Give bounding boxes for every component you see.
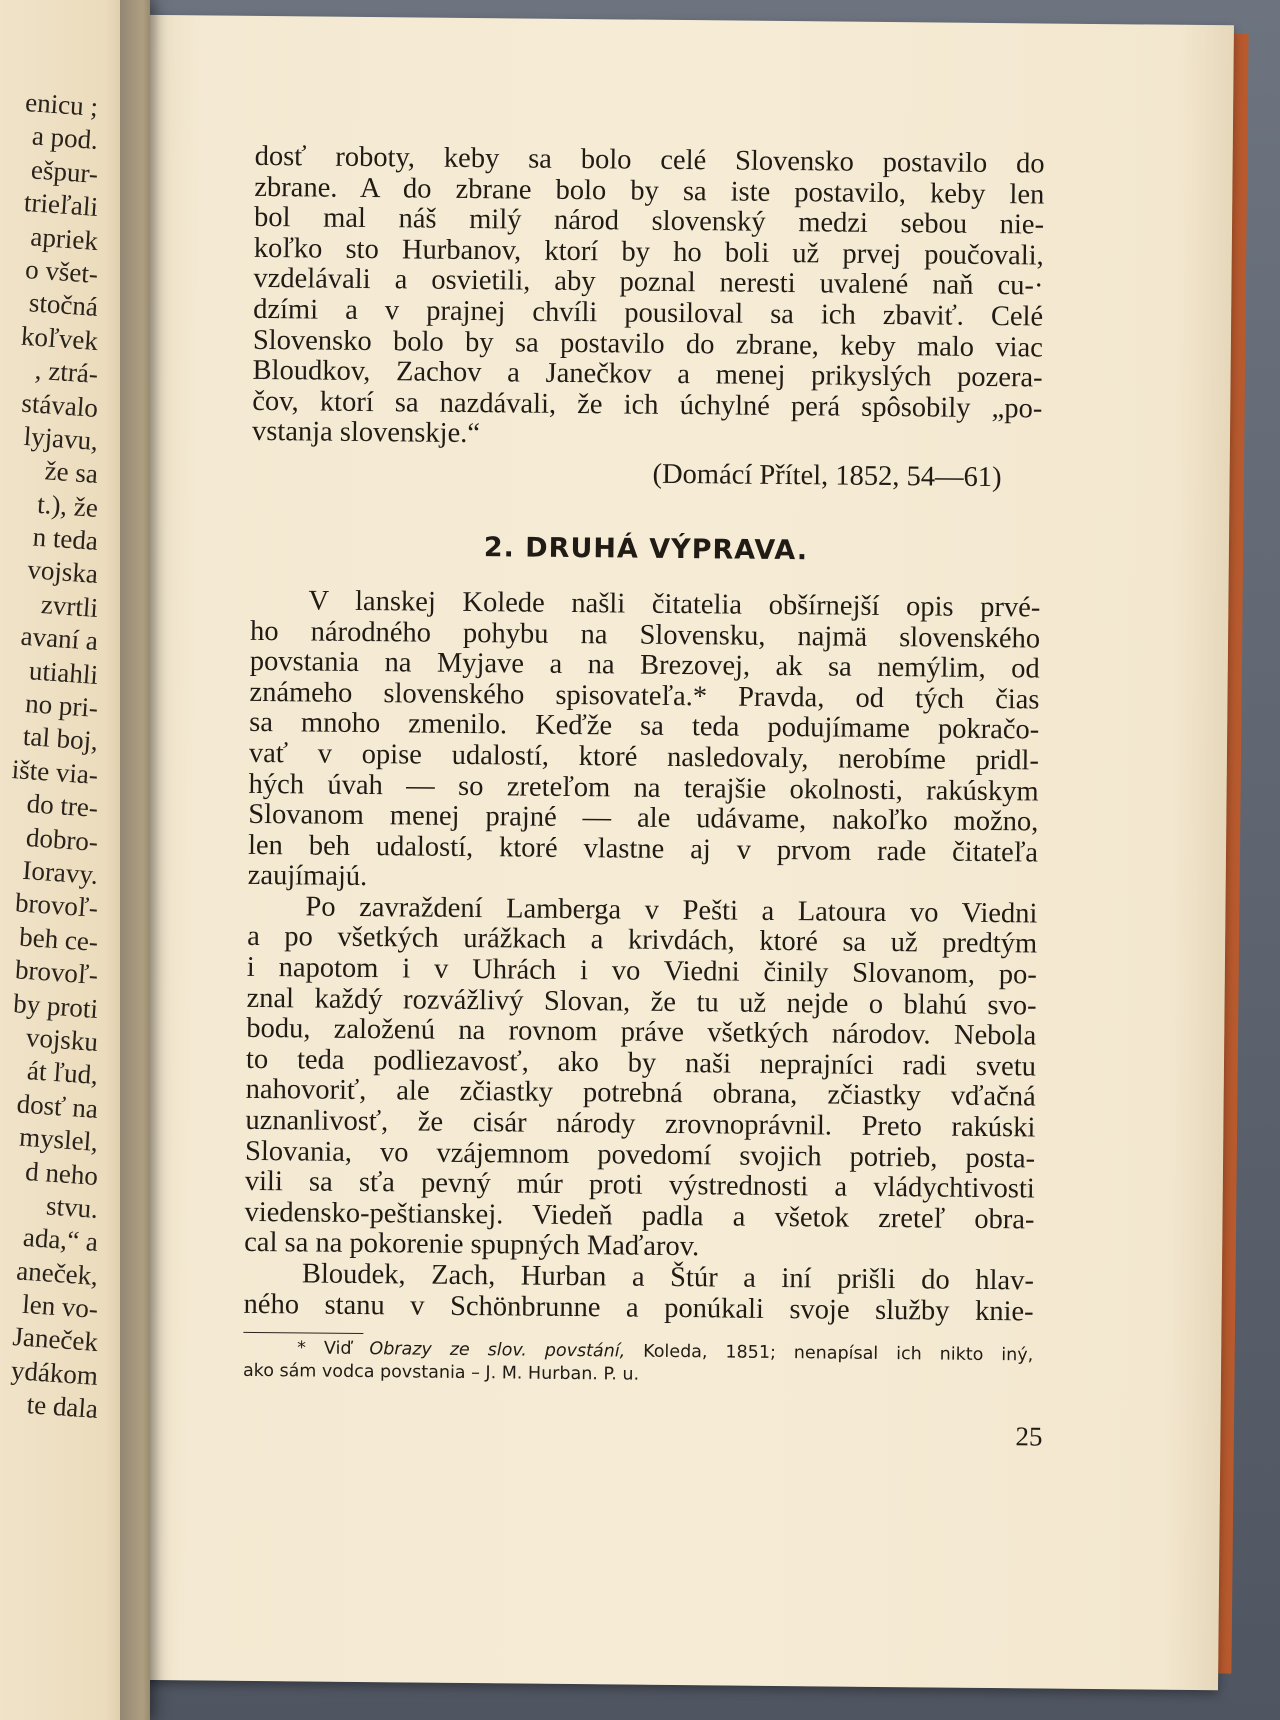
quote-line: bol mal náš milý národ slovenský medzi sebou nie- [253, 202, 1045, 241]
paragraph-2 [244, 892, 1037, 1267]
left-page-line: ada,“ a [22, 1222, 99, 1258]
paragraph-line: Bloudek, Zach, Hurban a Štúr a iní prišli do hlav- [301, 1258, 1035, 1297]
left-page-line: t.), že [36, 488, 99, 523]
left-page-line: stvu. [45, 1190, 99, 1224]
left-page-line: dobro- [25, 821, 99, 857]
paragraph-line: Slovania, vo vzájemnom povedomí svojich potrieb, posta- [244, 1135, 1036, 1175]
left-page [0, 0, 150, 1720]
citation: (Domácí Přítel, 1852, 54—61) [652, 458, 1002, 494]
footnote-source: Koleda, 1851; nenapísal ich nikto iný, [643, 1341, 1034, 1366]
left-page-line: no pri- [24, 688, 99, 724]
left-page-line: stočná [28, 287, 99, 323]
left-page-line: brovoľ- [14, 954, 99, 991]
left-page-line: ydákom [10, 1354, 99, 1391]
left-page-line: Ioravy. [21, 854, 99, 890]
left-page-line: zvrtli [40, 588, 99, 623]
paragraph-3 [243, 1259, 1034, 1328]
paragraph-line: bodu, založenú na rovnom práve všetkých národov. Nebola [246, 1013, 1037, 1052]
left-page-line: apriek [29, 220, 99, 256]
paragraph-line: vať v opise udalostí, ktoré nasledovaly, nerobíme pridl- [248, 737, 1040, 777]
left-page-line: a pod. [31, 120, 99, 156]
footnote-title: Obrazy ze slov. povstání, [369, 1339, 626, 1362]
left-page-line: d neho [24, 1155, 99, 1191]
left-page-line: tal boj, [22, 721, 99, 757]
left-page-line: trieľali [23, 187, 99, 223]
paragraph-line: ného stanu v Schönbrunne a ponúkali svoje služby knie- [243, 1288, 1034, 1328]
left-page-line: by proti [12, 987, 99, 1024]
paragraph-line: hých úvah — so zreteľom na terajšie okolnosti, rakúskym [248, 768, 1039, 807]
left-page-line: n teda [31, 521, 99, 557]
paragraph-line: viedensko-peštianskej. Viedeň padla a všetok zreteľ obra- [244, 1196, 1035, 1236]
footnote [243, 1337, 1033, 1391]
left-page-line: enicu ; [24, 86, 99, 122]
quote-line: čov, ktorí sa nazdávali, že ich úchylné perá spôsobily „po- [252, 385, 1043, 425]
left-page-line: brovoľ- [14, 887, 99, 924]
footnote-line: ako sám vodca povstania – J. M. Hurban. P. u. [242, 1361, 640, 1385]
left-page-line: stávalo [20, 387, 99, 423]
paragraph-line: nahovoriť, ale zčiastky potrebná obrana, zčiastky vďačná [245, 1074, 1036, 1113]
footnote-rule [243, 1332, 363, 1334]
quote-line: zbrane. A do zbrane bolo by sa iste postavilo, keby len [254, 171, 1045, 211]
paragraph-line: to teda podliezavosť, ako by naši neprajníci radi svetu [245, 1043, 1037, 1083]
left-page-line: beh ce- [18, 921, 99, 957]
quote-line: dosť roboty, keby sa bolo celé Slovensko postavilo do [254, 140, 1045, 180]
section-heading: 2. DRUHÁ VÝPRAVA. [483, 532, 809, 567]
paragraph-line: sa mnoho zmenilo. Keďže sa teda podujímame pokračo- [249, 707, 1040, 746]
left-page-line: utiahli [28, 654, 99, 690]
left-page-line: ište via- [10, 753, 99, 790]
left-page-line: myslel, [18, 1121, 99, 1158]
left-page-line: vojska [26, 554, 99, 590]
paragraph-line: povstania na Myjave a na Brezovej, ak sa nemýlim, od [249, 646, 1040, 685]
paragraph-line: cal sa na pokorenie spupných Maďarov. [244, 1227, 700, 1263]
left-page-line: o všet- [24, 253, 99, 289]
left-page-line: Janeček [11, 1321, 99, 1358]
quote-line: dzími a v prajnej chvíli pousiloval sa ich zbaviť. Celé [253, 293, 1044, 333]
left-page-line: do tre- [25, 788, 99, 824]
quote-line: vstanja slovenskje.“ [251, 416, 481, 450]
left-page-line: že sa [43, 455, 99, 490]
paragraph-line: uznanlivosť, že cisár národy zrovnoprávnil. Preto rakúski [245, 1104, 1036, 1144]
paragraph-line: znal každý rozvážlivý Slovan, že tu už nejde o blahú svo- [246, 982, 1037, 1022]
left-page-line: át ľud, [26, 1055, 99, 1091]
footnote-marker: * Viď [297, 1338, 352, 1360]
left-page-line: , ztrá- [34, 354, 99, 390]
left-page-line: vojsku [25, 1021, 99, 1057]
left-page-line: te dala [25, 1389, 99, 1425]
paragraph-line: známeho slovenského spisovateľa.* Pravda, od tých čias [249, 676, 1040, 716]
paragraph-1 [248, 586, 1041, 900]
paragraph-line: ho národného pohybu na Slovensku, najmä slovenského [249, 615, 1041, 655]
paragraph-line: V lanskej Kolede našli čitatelia obšírnejší opis prvé- [308, 585, 1041, 624]
paragraph-line: Slovanom menej prajné — ale udávame, nakoľko možno, [248, 798, 1039, 838]
quote-line: vzdelávali a osvietili, aby poznal neresti uvalené naň cu-· [253, 263, 1044, 302]
page-number: 25 [1015, 1421, 1043, 1452]
left-page-line: koľvek [20, 320, 99, 356]
left-page-text [11, 88, 98, 1424]
paragraph-line: a po všetkých urážkach a krivdách, ktoré sa už predtým [247, 921, 1038, 960]
left-page-line: lyjavu, [22, 420, 99, 456]
left-page-line: dosť na [15, 1088, 99, 1124]
page-text [243, 142, 1045, 1391]
left-page-line: len vo- [21, 1288, 99, 1325]
paragraph-line: Po zavraždení Lamberga v Pešti a Latoura vo Viedni [305, 891, 1038, 930]
paragraph-line: len beh udalostí, ktoré vlastne aj v prvom rade čitateľa [247, 829, 1039, 869]
paragraph-line: zaujímajú. [247, 860, 368, 893]
paragraph-line: vili sa sťa pevný múr proti výstrednosti a vládychtivosti [244, 1166, 1035, 1205]
left-page-line: aneček, [15, 1255, 99, 1291]
left-page-line: avaní a [19, 620, 99, 657]
left-page-line: ešpur- [30, 154, 99, 189]
quote-line: koľko sto Hurbanov, ktorí by ho boli už prvej poučovali, [253, 232, 1044, 272]
quote-block [252, 142, 1045, 456]
quote-line: Bloudkov, Zachov a Janečkov a menej prikyslých pozera- [252, 355, 1043, 394]
paragraph-line: i napotom i v Uhrách i vo Viedni činily Slovanom, po- [246, 951, 1037, 991]
right-page [120, 15, 1234, 1690]
quote-line: Slovensko bolo by sa postavilo do zbrane, keby malo viac [252, 324, 1044, 364]
